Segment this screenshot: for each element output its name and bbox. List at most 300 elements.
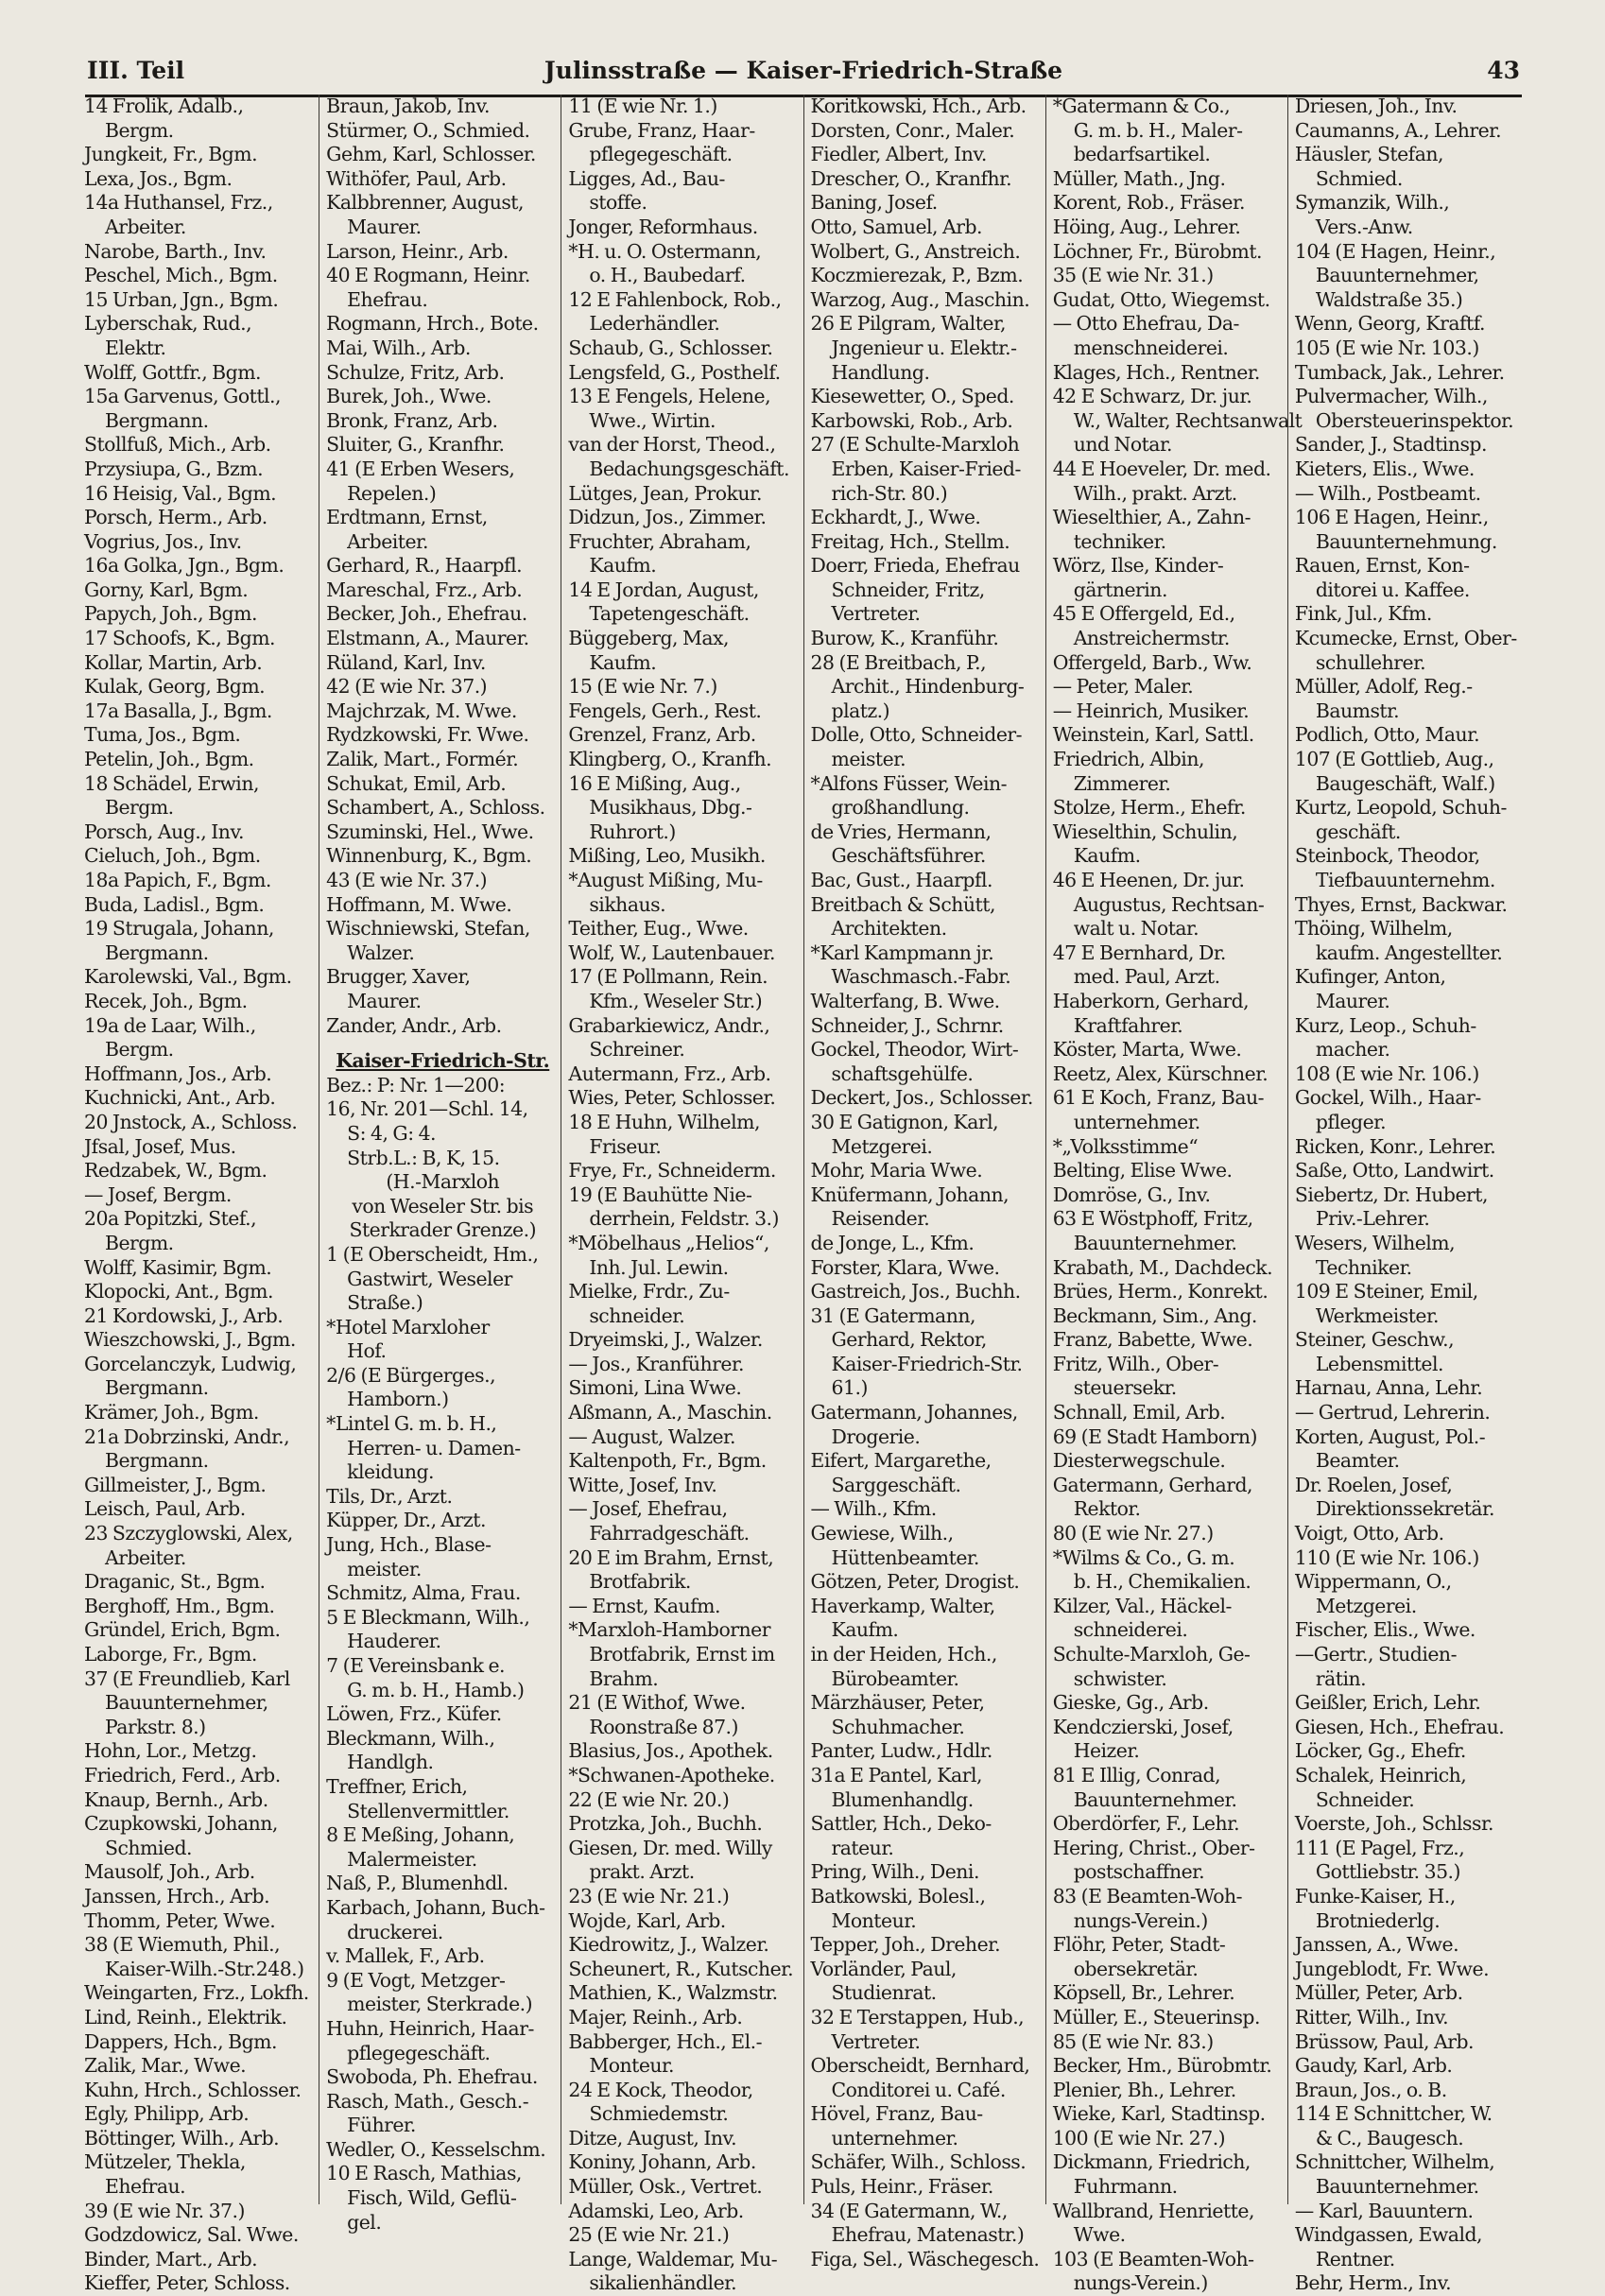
directory-entry: — Heinrich, Musiker. <box>1052 699 1250 722</box>
directory-entry: Oberdörfer, F., Lehr. <box>1052 1812 1240 1836</box>
directory-entry: 18 Schädel, Erwin, <box>84 771 259 795</box>
entry-continuation: Kraftfahrer. <box>1073 1013 1183 1037</box>
directory-entry: Gehm, Karl, Schlosser. <box>326 143 536 166</box>
entry-continuation: gärtnerin. <box>1073 578 1167 601</box>
directory-entry: Kiesewetter, O., Sped. <box>810 385 1014 408</box>
directory-entry: Symanzik, Wilh., <box>1294 191 1450 215</box>
directory-entry: 37 (E Freundlieb, Karl <box>84 1666 290 1690</box>
directory-entry: de Vries, Hermann, <box>810 820 992 843</box>
directory-entry: 5 E Bleckmann, Wilh., <box>326 1605 530 1629</box>
entry-continuation: Metzgerei. <box>831 1134 933 1158</box>
directory-entry: Koczmierezak, P., Bzm. <box>810 264 1024 287</box>
directory-entry: Hövel, Franz, Bau- <box>810 2102 983 2126</box>
directory-entry: de Jonge, L., Kfm. <box>810 1231 975 1254</box>
entry-continuation: Friseur. <box>589 1134 662 1158</box>
directory-entry: 15 (E wie Nr. 7.) <box>568 675 717 699</box>
entry-continuation: Bergm. <box>105 796 174 820</box>
directory-entry: Didzun, Jos., Zimmer. <box>568 506 767 529</box>
directory-entry: Fink, Jul., Kfm. <box>1294 602 1432 626</box>
entry-continuation: Tiefbauunternehm. <box>1315 869 1495 891</box>
directory-entry: Lütges, Jean, Prokur. <box>568 481 762 505</box>
directory-entry: 18 E Huhn, Wilhelm, <box>568 1110 760 1133</box>
entry-continuation: pfleger. <box>1315 1110 1387 1133</box>
street-note: (H.-Marxloh <box>386 1170 500 1194</box>
directory-entry: Wieselthier, A., Zahn- <box>1052 506 1251 529</box>
directory-entry: Gockel, Theodor, Wirt- <box>810 1038 1019 1062</box>
directory-entry: Zalik, Mart., Formér. <box>326 748 519 771</box>
directory-entry: Giesen, Dr. med. Willy <box>568 1836 772 1859</box>
entry-continuation: Bedachungsgeschäft. <box>589 457 789 480</box>
entry-continuation: schwister. <box>1073 1666 1167 1690</box>
directory-entry: Gatermann, Johannes, <box>810 1401 1018 1424</box>
entry-continuation: geschäft. <box>1315 820 1401 843</box>
entry-continuation: Malermeister. <box>347 1847 477 1871</box>
entry-continuation: Hüttenbeamter. <box>831 1545 979 1569</box>
directory-entry: Klingberg, O., Kranfh. <box>568 748 772 771</box>
directory-entry: Majchrzak, M. Wwe. <box>326 699 517 722</box>
directory-entry: Weinstein, Karl, Sattl. <box>1052 723 1254 747</box>
directory-entry: Klages, Hch., Rentner. <box>1052 360 1260 384</box>
directory-entry: *Hotel Marxloher <box>326 1315 490 1338</box>
directory-entry: Wieselthin, Schulin, <box>1052 820 1238 843</box>
directory-entry: 14 Frolik, Adalb., <box>84 95 244 117</box>
entry-continuation: Kaiser-Wilh.-Str.248.) <box>105 1957 304 1980</box>
directory-entry: Diesterwegschule. <box>1052 1449 1226 1473</box>
directory-entry: Tumback, Jak., Lehrer. <box>1294 360 1505 384</box>
directory-entry: Vogrius, Jos., Inv. <box>84 529 242 553</box>
entry-continuation: Walzer. <box>347 941 415 964</box>
directory-entry: Schnall, Emil, Arb. <box>1052 1401 1226 1424</box>
directory-entry: 103 (E Beamten-Woh- <box>1052 2247 1254 2270</box>
directory-entry: Löcker, Gg., Ehefr. <box>1294 1739 1466 1763</box>
directory-entry: Wedler, O., Kesselschm. <box>326 2137 546 2161</box>
directory-entry: Windgassen, Ewald, <box>1294 2223 1483 2247</box>
directory-entry: Warzog, Aug., Maschin. <box>810 287 1030 311</box>
directory-entry: Becker, Hm., Bürobmtr. <box>1052 2054 1272 2078</box>
directory-columns <box>78 95 1529 2295</box>
directory-entry: Kendczierski, Josef, <box>1052 1715 1234 1738</box>
directory-entry: Ritter, Wilh., Inv. <box>1294 2005 1449 2028</box>
directory-entry: Binder, Mart., Arb. <box>84 2247 258 2270</box>
directory-entry: Wolff, Kasimir, Bgm. <box>84 1255 272 1279</box>
entry-continuation: Jngenieur u. Elektr.- <box>831 336 1017 359</box>
entry-continuation: sikhaus. <box>589 892 666 916</box>
directory-entry: 21a Dobrzinski, Andr., <box>84 1424 290 1448</box>
entry-continuation: Priv.-Lehrer. <box>1315 1207 1430 1231</box>
directory-entry: 10 E Rasch, Mathias, <box>326 2162 522 2185</box>
directory-entry: Karbach, Johann, Buch- <box>326 1895 545 1919</box>
entry-continuation: Kfm., Weseler Str.) <box>589 989 763 1012</box>
directory-entry: Cieluch, Joh., Bgm. <box>84 844 261 868</box>
directory-entry: Grube, Franz, Haar- <box>568 118 755 142</box>
directory-entry: 107 (E Gottlieb, Aug., <box>1294 748 1494 771</box>
directory-entry: Grenzel, Franz, Arb. <box>568 723 756 747</box>
column-6 <box>1287 95 1529 2295</box>
entry-continuation: Bauunternehmer, <box>105 1691 268 1715</box>
directory-entry: 16 E Mißing, Aug., <box>568 771 741 795</box>
entry-continuation: Hauderer. <box>347 1630 441 1653</box>
entry-continuation: Gastwirt, Weseler <box>347 1267 512 1290</box>
directory-entry: Wippermann, O., <box>1294 1570 1452 1594</box>
entry-continuation: Rentner. <box>1315 2247 1395 2270</box>
entry-continuation: Archit., Hindenburg- <box>831 675 1025 699</box>
entry-continuation: Architekten. <box>831 917 947 941</box>
directory-entry: 111 (E Pagel, Frz., <box>1294 1836 1465 1859</box>
entry-continuation: Arbeiter. <box>105 1545 186 1569</box>
entry-continuation: G. m. b. H., Hamb.) <box>347 1678 525 1701</box>
directory-entry: Swoboda, Ph. Ehefrau. <box>326 2065 538 2089</box>
directory-entry: Gewiese, Wilh., <box>810 1522 954 1545</box>
directory-entry: *Schwanen-Apotheke. <box>568 1763 775 1787</box>
directory-entry: Schmitz, Alma, Frau. <box>326 1581 521 1605</box>
directory-entry: 16 Heisig, Val., Bgm. <box>84 481 277 505</box>
directory-entry: Sander, J., Stadtinsp. <box>1294 433 1487 457</box>
directory-entry: Papych, Joh., Bgm. <box>84 602 257 626</box>
directory-entry: Brües, Herm., Konrekt. <box>1052 1280 1268 1303</box>
directory-entry: Kieters, Elis., Wwe. <box>1294 457 1475 480</box>
entry-continuation: Obersteuerinspektor. <box>1315 408 1514 432</box>
entry-continuation: steuersekr. <box>1073 1376 1177 1400</box>
entry-continuation: Monteur. <box>589 2054 675 2078</box>
entry-continuation: Schneider. <box>1315 1787 1415 1811</box>
directory-entry: Treffner, Erich, <box>326 1774 468 1798</box>
directory-entry: Thöing, Wilhelm, <box>1294 917 1453 941</box>
directory-entry: Adamski, Leo, Arb. <box>568 2199 744 2222</box>
directory-entry: Löwen, Frz., Küfer. <box>326 1702 502 1726</box>
directory-entry: Rauen, Ernst, Kon- <box>1294 554 1470 578</box>
directory-entry: Hering, Christ., Ober- <box>1052 1836 1255 1859</box>
directory-entry: Driesen, Joh., Inv. <box>1294 95 1458 117</box>
directory-entry: 30 E Gatignon, Karl, <box>810 1110 999 1133</box>
directory-entry: 18a Papich, F., Bgm. <box>84 869 271 891</box>
directory-entry: — Otto Ehefrau, Da- <box>1052 312 1239 336</box>
directory-entry: Fiedler, Albert, Inv. <box>810 143 987 166</box>
directory-entry: Wesers, Wilhelm, <box>1294 1231 1456 1254</box>
directory-entry: 21 Kordowski, J., Arb. <box>84 1303 284 1327</box>
directory-entry: Witte, Josef, Inv. <box>568 1473 717 1496</box>
directory-entry: Stürmer, O., Schmied. <box>326 118 530 142</box>
directory-entry: Fischer, Elis., Wwe. <box>1294 1618 1476 1642</box>
directory-entry: Petelin, Joh., Bgm. <box>84 748 254 771</box>
entry-continuation: Bauunternehmer. <box>1073 1787 1237 1811</box>
directory-entry: Elstmann, A., Maurer. <box>326 627 529 650</box>
directory-entry: Pulvermacher, Wilh., <box>1294 385 1488 408</box>
directory-entry: Schaub, G., Schlosser. <box>568 336 773 359</box>
column-3 <box>561 95 802 2295</box>
entry-continuation: Arbeiter. <box>105 215 186 238</box>
entry-continuation: Schneider, Fritz, <box>831 578 985 601</box>
entry-continuation: rateur. <box>831 1836 894 1859</box>
entry-continuation: Ehefrau, Matenastr.) <box>831 2223 1025 2247</box>
directory-entry: 28 (E Breitbach, P., <box>810 650 987 674</box>
directory-entry: Aßmann, A., Maschin. <box>568 1401 772 1424</box>
directory-entry: 31 (E Gatermann, <box>810 1303 975 1327</box>
directory-entry: Bleckmann, Wilh., <box>326 1726 495 1750</box>
directory-entry: 24 E Kock, Theodor, <box>568 2078 753 2101</box>
entry-continuation: Fisch, Wild, Geflü- <box>347 2186 517 2210</box>
page-header <box>85 53 1522 97</box>
directory-entry: 25 (E wie Nr. 21.) <box>568 2223 730 2247</box>
directory-entry: Köpsell, Br., Lehrer. <box>1052 1981 1235 2005</box>
entry-continuation: pflegegeschäft. <box>347 2041 491 2064</box>
directory-entry: Bronk, Franz, Arb. <box>326 408 498 432</box>
street-note: Sterkrader Grenze.) <box>349 1218 537 1242</box>
directory-entry: 85 (E wie Nr. 83.) <box>1052 2029 1214 2053</box>
entry-continuation: Handlung. <box>831 360 930 384</box>
directory-entry: Rogmann, Hrch., Bote. <box>326 312 539 336</box>
directory-entry: *Alfons Füsser, Wein- <box>810 771 1008 795</box>
directory-entry: Kieffer, Peter, Schloss. <box>84 2271 290 2295</box>
entry-continuation: Brotniederlg. <box>1315 1908 1441 1932</box>
entry-continuation: Bürobeamter. <box>831 1666 959 1690</box>
directory-entry: Schnittcher, Wilhelm, <box>1294 2150 1495 2174</box>
directory-entry: Mielke, Frdr., Zu- <box>568 1280 730 1303</box>
directory-entry: Friedrich, Ferd., Arb. <box>84 1763 281 1787</box>
entry-continuation: Wwe. <box>1073 2223 1126 2247</box>
directory-entry: Reetz, Alex, Kürschner. <box>1052 1062 1268 1085</box>
entry-continuation: Bauunternehmer. <box>1073 1231 1237 1254</box>
directory-entry: 17 (E Pollmann, Rein. <box>568 965 768 989</box>
directory-entry: Märzhäuser, Peter, <box>810 1691 985 1715</box>
directory-entry: 19 Strugala, Johann, <box>84 917 274 941</box>
directory-entry: Majer, Reinh., Arb. <box>568 2005 743 2028</box>
directory-entry: 47 E Bernhard, Dr. <box>1052 941 1226 964</box>
directory-entry: 32 E Terstappen, Hub., <box>810 2005 1025 2028</box>
directory-entry: 44 E Hoeveler, Dr. med. <box>1052 457 1271 480</box>
directory-entry: 14 E Jordan, August, <box>568 578 759 601</box>
directory-entry: Klopocki, Ant., Bgm. <box>84 1280 273 1303</box>
entry-continuation: 61.) <box>831 1376 868 1400</box>
directory-entry: Braun, Jakob, Inv. <box>326 95 491 117</box>
directory-entry: Jung, Hch., Blase- <box>326 1533 492 1557</box>
entry-continuation: Kaufm. <box>589 650 657 674</box>
directory-entry: *August Mißing, Mu- <box>568 869 763 891</box>
entry-continuation: Handlgh. <box>347 1751 434 1774</box>
directory-entry: Vorländer, Paul, <box>810 1957 957 1980</box>
directory-entry: Schneider, J., Schrnr. <box>810 1013 1004 1037</box>
entry-continuation: Bergm. <box>105 1038 174 1062</box>
directory-entry: 83 (E Beamten-Woh- <box>1052 1884 1243 1908</box>
directory-entry: Steiner, Geschw., <box>1294 1328 1455 1352</box>
directory-entry: Weingarten, Frz., Lokfh. <box>84 1981 309 2005</box>
directory-entry: Leisch, Paul, Arb. <box>84 1497 246 1521</box>
directory-entry: Kiedrowitz, J., Walzer. <box>568 1933 769 1957</box>
directory-entry: Grabarkiewicz, Andr., <box>568 1013 770 1037</box>
entry-continuation: gel. <box>347 2210 382 2234</box>
directory-entry: Dappers, Hch., Bgm. <box>84 2029 277 2053</box>
directory-entry: Belting, Elise Wwe. <box>1052 1159 1233 1183</box>
directory-entry: Siebertz, Dr. Hubert, <box>1294 1183 1488 1206</box>
directory-entry: Wolff, Gottfr., Bgm. <box>84 360 262 384</box>
directory-entry: Godzdowicz, Sal. Wwe. <box>84 2223 299 2247</box>
entry-continuation: Herren- u. Damen- <box>347 1436 521 1459</box>
directory-entry: 43 (E wie Nr. 37.) <box>326 869 488 891</box>
entry-continuation: Metzgerei. <box>1315 1594 1417 1617</box>
directory-entry: *Karl Kampmann jr. <box>810 941 994 964</box>
directory-entry: Sluiter, G., Kranfhr. <box>326 433 505 457</box>
directory-entry: Dickmann, Friedrich, <box>1052 2150 1251 2174</box>
directory-entry: Zander, Andr., Arb. <box>326 1013 502 1037</box>
entry-continuation: b. H., Chemikalien. <box>1073 1570 1251 1594</box>
directory-entry: —Gertr., Studien- <box>1294 1643 1457 1666</box>
entry-continuation: Fahrradgeschäft. <box>589 1522 750 1545</box>
entry-continuation: Maurer. <box>1315 989 1390 1012</box>
directory-entry: Gorny, Karl, Bgm. <box>84 578 249 601</box>
directory-entry: Lengsfeld, G., Posthelf. <box>568 360 781 384</box>
directory-entry: Kuchnicki, Ant., Arb. <box>84 1086 276 1110</box>
street-heading: Kaiser-Friedrich-Str. <box>336 1049 550 1073</box>
directory-entry: Koritkowski, Hch., Arb. <box>810 95 1027 117</box>
directory-entry: Winnenburg, K., Bgm. <box>326 844 532 868</box>
directory-entry: Freitag, Hch., Stellm. <box>810 529 1010 553</box>
entry-continuation: rich-Str. 80.) <box>831 481 948 505</box>
directory-entry: Brüssow, Paul, Arb. <box>1294 2029 1475 2053</box>
entry-continuation: Maurer. <box>347 989 422 1012</box>
directory-entry: Simoni, Lina Wwe. <box>568 1376 742 1400</box>
directory-entry: Kulak, Georg, Bgm. <box>84 675 266 699</box>
entry-continuation: stoffe. <box>589 191 647 215</box>
directory-entry: Caumanns, A., Lehrer. <box>1294 118 1502 142</box>
entry-continuation: platz.) <box>831 699 890 722</box>
directory-entry: Brugger, Xaver, <box>326 965 471 989</box>
entry-continuation: nungs-Verein.) <box>1073 2271 1208 2295</box>
directory-entry: Forster, Klara, Wwe. <box>810 1255 1000 1279</box>
directory-entry: Wolf, W., Lautenbauer. <box>568 941 775 964</box>
directory-entry: Drescher, O., Kranfhr. <box>810 166 1012 190</box>
directory-entry: Büggeberg, Max, <box>568 627 730 650</box>
entry-continuation: Hof. <box>347 1339 387 1363</box>
directory-entry: 15a Garvenus, Gottl., <box>84 385 281 408</box>
directory-entry: Otto, Samuel, Arb. <box>810 215 983 238</box>
entry-continuation: W., Walter, Rechtsanwalt <box>1073 408 1303 432</box>
directory-entry: Haverkamp, Walter, <box>810 1594 995 1617</box>
entry-continuation: Zimmerer. <box>1073 771 1171 795</box>
entry-continuation: Kaufm. <box>1073 844 1141 868</box>
directory-entry: van der Horst, Theod., <box>568 433 776 457</box>
entry-continuation: Bauunternehmung. <box>1315 529 1497 553</box>
entry-continuation: Elektr. <box>105 336 166 359</box>
directory-entry: 17 Schoofs, K., Bgm. <box>84 627 276 650</box>
directory-entry: Withöfer, Paul, Arb. <box>326 166 507 190</box>
directory-entry: Voigt, Otto, Arb. <box>1294 1522 1444 1545</box>
directory-entry: Häusler, Stefan, <box>1294 143 1444 166</box>
directory-entry: Breitbach & Schütt, <box>810 892 995 916</box>
directory-entry: *H. u. O. Ostermann, <box>568 239 762 263</box>
directory-entry: Koniny, Johann, Arb. <box>568 2150 756 2174</box>
entry-continuation: Maurer. <box>347 215 422 238</box>
directory-entry: Draganic, St., Bgm. <box>84 1570 266 1594</box>
directory-entry: Karolewski, Val., Bgm. <box>84 965 292 989</box>
directory-entry: Thyes, Ernst, Backwar. <box>1294 892 1508 916</box>
directory-entry: Dolle, Otto, Schneider- <box>810 723 1023 747</box>
entry-continuation: Roonstraße 87.) <box>589 1715 738 1738</box>
directory-entry: — Karl, Bauuntern. <box>1294 2199 1474 2222</box>
directory-entry: Deckert, Jos., Schlosser. <box>810 1086 1033 1110</box>
directory-entry: 16, Nr. 201—Schl. 14, <box>326 1097 528 1121</box>
entry-continuation: Bergmann. <box>105 408 209 432</box>
directory-entry: 63 E Wöstphoff, Fritz, <box>1052 1207 1253 1231</box>
directory-entry: Wies, Peter, Schlosser. <box>568 1086 776 1110</box>
entry-continuation: Gerhard, Rektor, <box>831 1328 987 1352</box>
directory-entry: Porsch, Aug., Inv. <box>84 820 245 843</box>
column-1 <box>78 95 319 2295</box>
directory-entry: Steinbock, Theodor, <box>1294 844 1480 868</box>
directory-entry: Wojde, Karl, Arb. <box>568 1908 726 1932</box>
directory-entry: Wörz, Ilse, Kinder- <box>1052 554 1224 578</box>
directory-entry: 38 (E Wiemuth, Phil., <box>84 1933 281 1957</box>
directory-entry: Wolbert, G., Anstreich. <box>810 239 1021 263</box>
directory-entry: Ricken, Konr., Lehrer. <box>1294 1134 1496 1158</box>
directory-entry: Gorcelanczyk, Ludwig, <box>84 1352 297 1375</box>
entry-continuation: techniker. <box>1073 529 1166 553</box>
directory-entry: 41 (E Erben Wesers, <box>326 457 515 480</box>
entry-continuation: Schuhmacher. <box>831 1715 965 1738</box>
directory-entry: 23 Szczyglowski, Alex, <box>84 1522 293 1545</box>
directory-entry: Küpper, Dr., Arzt. <box>326 1509 486 1532</box>
entry-continuation: schneider. <box>589 1303 685 1327</box>
directory-entry: 19a de Laar, Wilh., <box>84 1013 256 1037</box>
directory-entry: Mützeler, Thekla, <box>84 2150 246 2174</box>
entry-continuation: kaufm. Angestellter. <box>1315 941 1503 964</box>
directory-entry: Puls, Heinr., Fräser. <box>810 2175 993 2199</box>
directory-entry: Gudat, Otto, Wiegemst. <box>1052 287 1270 311</box>
entry-continuation: Straße.) <box>347 1291 423 1315</box>
directory-entry: Knaup, Bernh., Arb. <box>84 1787 268 1811</box>
directory-entry: — Josef, Ehefrau, <box>568 1497 728 1521</box>
entry-continuation: Musikhaus, Dbg.- <box>589 796 752 820</box>
entry-continuation: macher. <box>1315 1038 1390 1062</box>
directory-entry: Lind, Reinh., Elektrik. <box>84 2005 287 2028</box>
directory-entry: Larson, Heinr., Arb. <box>326 239 509 263</box>
directory-entry: Babberger, Hch., El.- <box>568 2029 763 2053</box>
directory-entry: Kilzer, Val., Häckel- <box>1052 1594 1232 1617</box>
directory-entry: Offergeld, Barb., Ww. <box>1052 650 1252 674</box>
directory-entry: Wieke, Karl, Stadtinsp. <box>1052 2102 1266 2126</box>
entry-continuation: Waldstraße 35.) <box>1315 287 1463 311</box>
directory-entry: Müller, Math., Jng. <box>1052 166 1226 190</box>
directory-entry: Funke-Kaiser, H., <box>1294 1884 1456 1908</box>
directory-entry: Kollar, Martin, Arb. <box>84 650 263 674</box>
directory-entry: Krämer, Joh., Bgm. <box>84 1401 259 1424</box>
directory-entry: Fruchter, Abraham, <box>568 529 751 553</box>
entry-continuation: Kaufm. <box>831 1618 899 1642</box>
spacer <box>326 1038 559 1049</box>
entry-continuation: Bauunternehmer. <box>1315 2175 1479 2199</box>
directory-entry: Harnau, Anna, Lehr. <box>1294 1376 1483 1400</box>
directory-entry: 20 Jnstock, A., Schloss. <box>84 1110 298 1133</box>
directory-entry: Böttinger, Wilh., Arb. <box>84 2126 280 2149</box>
directory-entry: Schambert, A., Schloss. <box>326 796 545 820</box>
page-number: 43 <box>1487 57 1520 84</box>
street-note: von Weseler Str. bis <box>352 1194 534 1217</box>
directory-entry: Kurz, Leop., Schuh- <box>1294 1013 1476 1037</box>
directory-entry: Egly, Philipp, Arb. <box>84 2102 250 2126</box>
entry-continuation: Lederhändler. <box>589 312 720 336</box>
directory-entry: Kuhn, Hrch., Schlosser. <box>84 2078 302 2101</box>
directory-entry: Flöhr, Peter, Stadt- <box>1052 1933 1226 1957</box>
directory-entry: Ditze, August, Inv. <box>568 2126 737 2149</box>
entry-continuation: Führer. <box>347 2114 416 2137</box>
entry-continuation: Bergm. <box>105 1231 174 1254</box>
directory-entry: Dorsten, Conr., Maler. <box>810 118 1015 142</box>
directory-entry: Gerhard, R., Haarpfl. <box>326 554 523 578</box>
entry-continuation: & C., Baugesch. <box>1315 2126 1464 2149</box>
directory-entry: 40 E Rogmann, Heinr. <box>326 264 530 287</box>
entry-continuation: Vers.-Anw. <box>1315 215 1413 238</box>
entry-continuation: Schmiedemstr. <box>589 2102 729 2126</box>
directory-entry: 108 (E wie Nr. 106.) <box>1294 1062 1479 1085</box>
directory-entry: Rüland, Karl, Inv. <box>326 650 486 674</box>
